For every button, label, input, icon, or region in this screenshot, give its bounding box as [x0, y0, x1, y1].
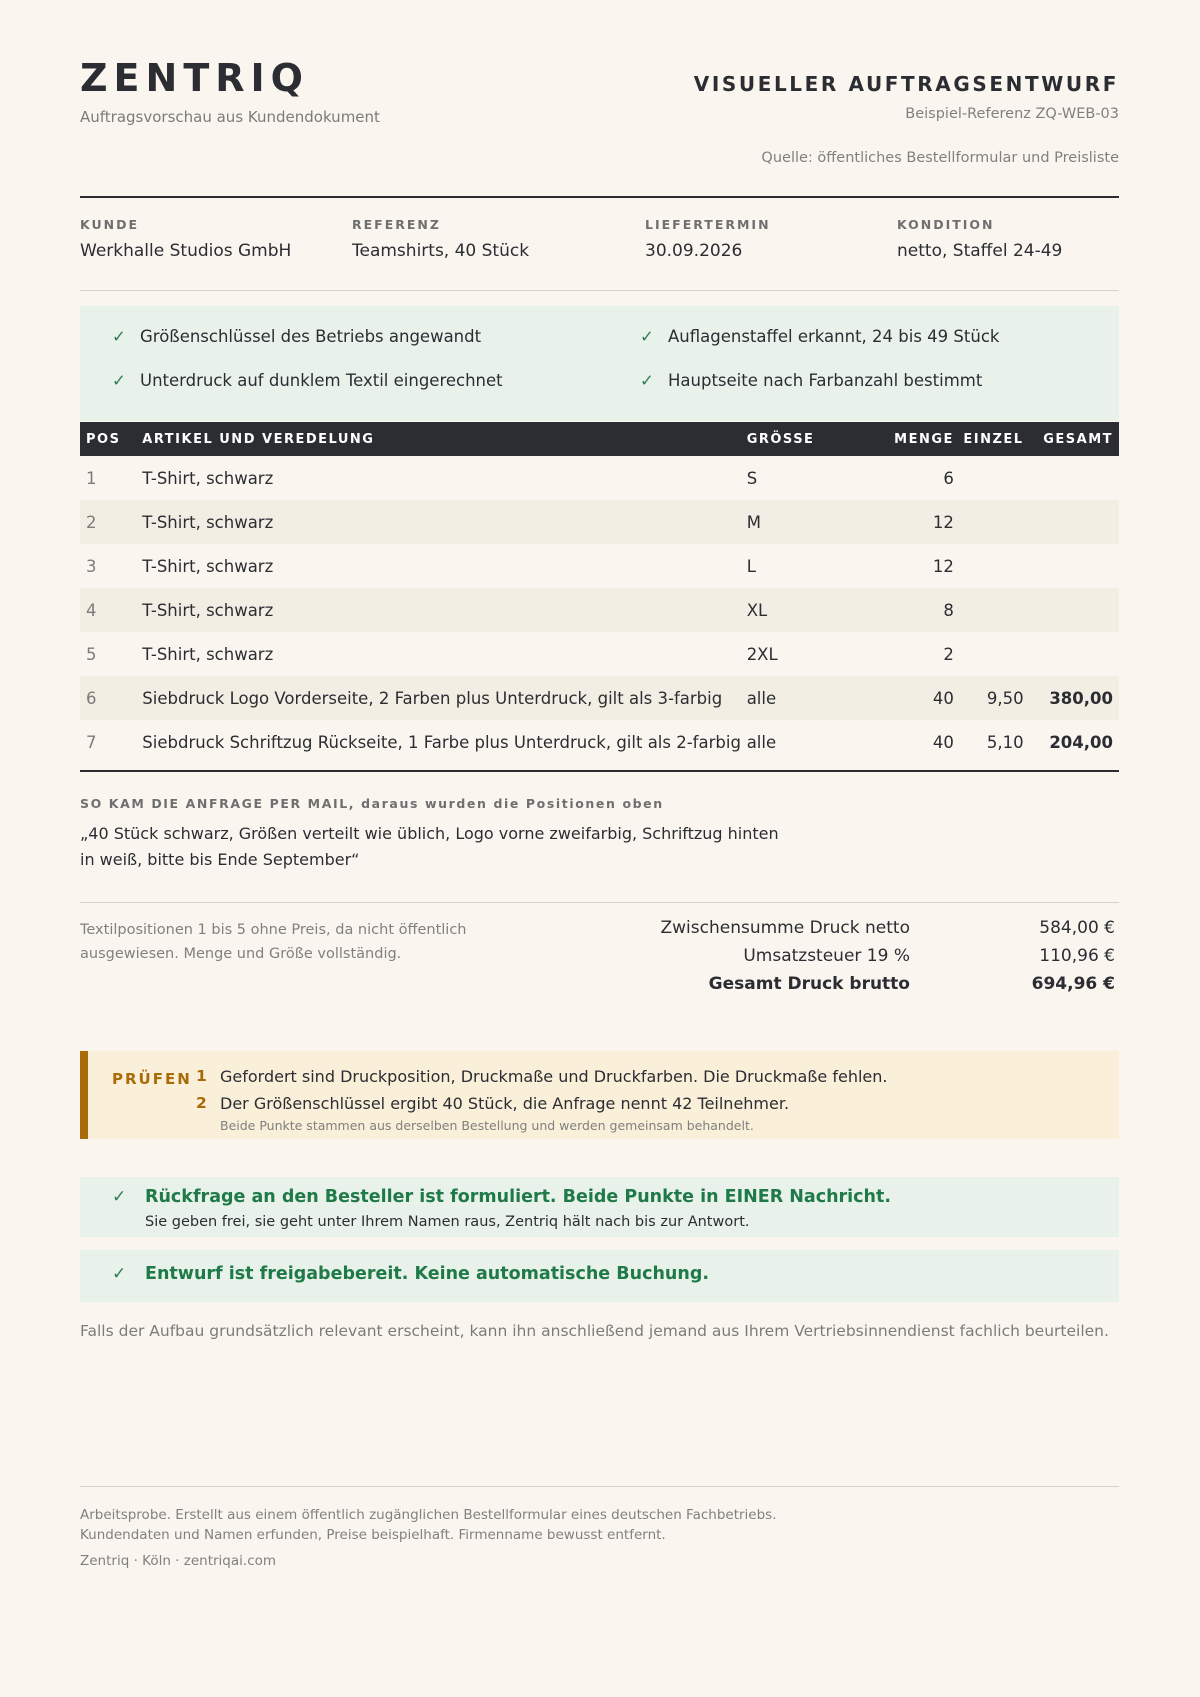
table-row: [80, 632, 1119, 676]
cell-unit: [954, 456, 1024, 500]
cell-article: Siebdruck Schriftzug Rückseite, 1 Farbe plus Unterdruck, gilt als 2-farbig: [142, 732, 741, 752]
cell-pos: 5: [86, 644, 97, 664]
cell-pos: 2: [80, 500, 142, 544]
review-text: Der Größenschlüssel ergibt 40 Stück, die Anfrage nennt 42 Teilnehmer.: [220, 1094, 790, 1113]
col-header-unit: EINZEL: [954, 422, 1024, 456]
check-icon: ✓: [112, 371, 126, 390]
review-text: Gefordert sind Druckposition, Druckmaße und Druckfarben. Die Druckmaße fehlen.: [220, 1067, 888, 1086]
footer-divider: [80, 1486, 1119, 1487]
meta-value-reference: Teamshirts, 40 Stück: [352, 241, 530, 261]
col-header-article: ARTIKEL UND VEREDELUNG: [142, 422, 746, 456]
cell-qty: 6: [943, 468, 954, 488]
cell-qty: 12: [894, 500, 954, 544]
check-item: ✓ Größenschlüssel des Betriebs angewandt: [112, 327, 482, 346]
review-number: 1: [196, 1067, 207, 1085]
cell-total: [1024, 500, 1119, 544]
status-inquiry-sub: Sie geben frei, sie geht unter Ihrem Namen raus, Zentriq hält nach bis zur Antwort.: [145, 1214, 750, 1230]
cell-size: 2XL: [746, 644, 778, 664]
table-row: [80, 456, 1119, 500]
subtotal-value: 584,00 €: [1039, 918, 1115, 938]
cell-qty: 8: [894, 588, 954, 632]
col-header-size: GRÖSSE: [747, 422, 894, 456]
review-tag: PRÜFEN: [112, 1070, 192, 1088]
check-item: ✓ Hauptseite nach Farbanzahl bestimmt: [640, 371, 983, 390]
vat-value: 110,96 €: [1039, 946, 1115, 966]
footer-contact: Zentriq · Köln · zentriqai.com: [80, 1553, 277, 1569]
cell-unit: [954, 632, 1024, 676]
table-row: [80, 588, 1119, 632]
mail-quote: „40 Stück schwarz, Größen verteilt wie üblich, Logo vorne zweifarbig, Schriftzug hinten in weiß, bitte bis Ende September“: [80, 824, 779, 869]
check-summary: [80, 306, 1119, 421]
review-box: [80, 1051, 1119, 1139]
meta-value-condition: netto, Staffel 24-49: [897, 241, 1063, 261]
cell-pos: 7: [86, 732, 97, 752]
cell-article: T-Shirt, schwarz: [142, 500, 746, 544]
cell-qty: 40: [894, 676, 954, 720]
vat-label: Umsatzsteuer 19 %: [743, 946, 910, 966]
table-header-row: [80, 422, 1119, 456]
cell-total: 204,00: [1049, 732, 1113, 752]
cell-size: L: [746, 556, 756, 576]
document-title: VISUELLER AUFTRAGSENTWURF: [693, 72, 1119, 96]
cell-size: alle: [747, 676, 894, 720]
table-row: [80, 720, 1119, 764]
cell-total: [1024, 588, 1119, 632]
status-inquiry-box: [80, 1177, 1119, 1237]
cell-total: [1024, 544, 1119, 588]
status-ready-title: Entwurf ist freigabebereit. Keine automatische Buchung.: [145, 1264, 709, 1284]
status-ready-box: [80, 1250, 1119, 1302]
header-divider: [80, 196, 1119, 198]
check-icon: ✓: [112, 327, 126, 346]
cell-qty: 2: [943, 644, 954, 664]
meta-value-customer: Werkhalle Studios GmbH: [80, 241, 292, 261]
cell-total: [1024, 456, 1119, 500]
meta-label-reference: REFERENZ: [352, 217, 441, 232]
mail-heading: SO KAM DIE ANFRAGE PER MAIL, daraus wurden die Positionen oben: [80, 796, 664, 811]
table-row: [80, 544, 1119, 588]
status-inquiry-title: Rückfrage an den Besteller ist formuliert. Beide Punkte in EINER Nachricht.: [145, 1187, 892, 1207]
cell-pos: 1: [86, 468, 97, 488]
cell-article: T-Shirt, schwarz: [142, 588, 746, 632]
mail-divider: [80, 902, 1119, 903]
grand-total-value: 694,96 €: [1031, 974, 1115, 994]
meta-label-delivery: LIEFERTERMIN: [645, 217, 771, 232]
cell-unit: [954, 544, 1024, 588]
cell-size: XL: [747, 588, 894, 632]
cell-pos: 3: [86, 556, 97, 576]
check-item: ✓ Auflagenstaffel erkannt, 24 bis 49 Stück: [640, 327, 1000, 346]
meta-value-delivery: 30.09.2026: [645, 241, 743, 261]
cell-size: M: [747, 500, 894, 544]
brand-logo: ZENTRIQ: [80, 56, 309, 100]
col-header-qty: MENGE: [894, 422, 954, 456]
table-row: [80, 676, 1119, 720]
brand-subtitle: Auftragsvorschau aus Kundendokument: [80, 108, 380, 126]
col-header-total: GESAMT: [1024, 422, 1119, 456]
cell-unit: [954, 588, 1024, 632]
meta-label-customer: KUNDE: [80, 217, 139, 232]
check-icon: ✓: [640, 371, 654, 390]
subtotal-label: Zwischensumme Druck netto: [660, 918, 910, 938]
check-icon: ✓: [112, 1187, 127, 1207]
cell-article: Siebdruck Logo Vorderseite, 2 Farben plus Unterdruck, gilt als 3-farbig: [142, 676, 746, 720]
table-bottom-divider: [80, 770, 1119, 772]
table-row: [80, 500, 1119, 544]
price-note: Textilpositionen 1 bis 5 ohne Preis, da nicht öffentlich ausgewiesen. Menge und Größe vollständig.: [80, 922, 467, 962]
cell-article: T-Shirt, schwarz: [142, 556, 274, 576]
review-note: Beide Punkte stammen aus derselben Bestellung und werden gemeinsam behandelt.: [220, 1118, 754, 1133]
cell-unit: [954, 500, 1024, 544]
cell-qty: 12: [932, 556, 954, 576]
check-icon: ✓: [112, 1264, 127, 1284]
col-header-pos: POS: [80, 422, 142, 456]
cell-total: [1024, 632, 1119, 676]
cell-article: T-Shirt, schwarz: [142, 468, 274, 488]
document-source: Quelle: öffentliches Bestellformular und Preisliste: [761, 150, 1119, 166]
cell-total: 380,00: [1024, 676, 1119, 720]
cell-size: alle: [746, 732, 777, 752]
footer-line-1: Arbeitsprobe. Erstellt aus einem öffentlich zugänglichen Bestellformular eines deutschen Fachbetriebs.: [80, 1507, 777, 1523]
cell-pos: 6: [80, 676, 142, 720]
check-icon: ✓: [640, 327, 654, 346]
items-table: [80, 422, 1119, 764]
cell-unit: 9,50: [954, 676, 1024, 720]
cell-qty: 40: [932, 732, 954, 752]
cell-unit: 5,10: [986, 732, 1024, 752]
cell-pos: 4: [80, 588, 142, 632]
cell-size: S: [746, 468, 758, 488]
closing-note: Falls der Aufbau grundsätzlich relevant erscheint, kann ihn anschließend jemand aus Ihrem Vertriebsinnendienst fachlich beurteilen.: [80, 1322, 1109, 1340]
review-number: 2: [196, 1094, 207, 1112]
meta-label-condition: KONDITION: [897, 217, 995, 232]
meta-divider: [80, 290, 1119, 291]
footer-disclaimer: [80, 1505, 777, 1545]
footer-line-2: Kundendaten und Namen erfunden, Preise beispielhaft. Firmenname bewusst entfernt.: [80, 1527, 666, 1543]
grand-total-label: Gesamt Druck brutto: [708, 974, 910, 994]
document-reference: Beispiel-Referenz ZQ-WEB-03: [905, 106, 1119, 122]
cell-article: T-Shirt, schwarz: [142, 644, 274, 664]
check-item: ✓ Unterdruck auf dunklem Textil eingerechnet: [112, 371, 503, 390]
